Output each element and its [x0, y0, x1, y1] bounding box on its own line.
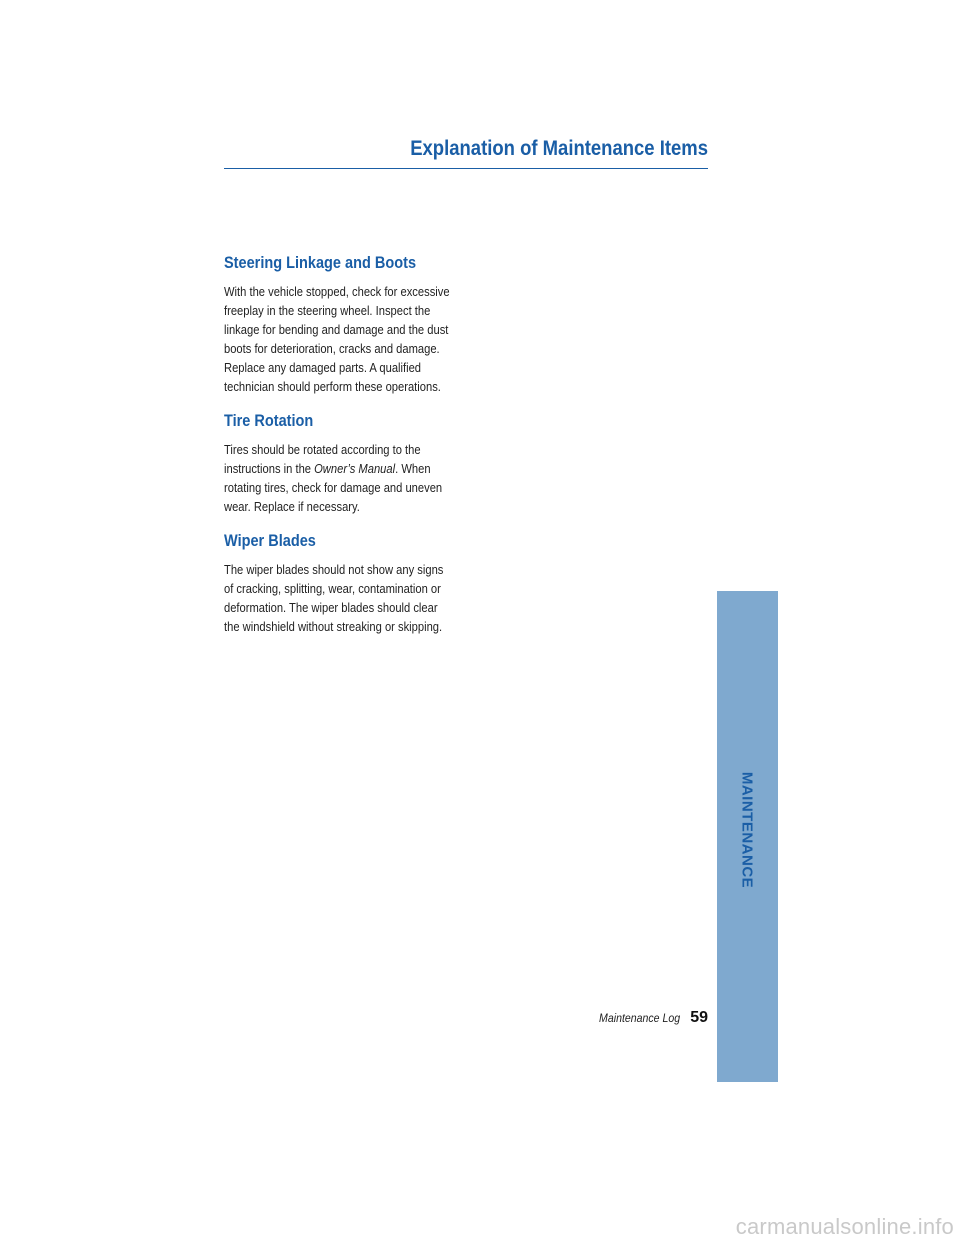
section-tire-rotation [224, 410, 474, 516]
page-title: Explanation of Maintenance Items [410, 137, 708, 160]
manual-reference: Owner’s Manual [314, 461, 396, 476]
section-heading: Steering Linkage and Boots [224, 254, 417, 272]
chapter-label: MAINTENANCE [738, 771, 756, 889]
section-body [224, 440, 452, 516]
watermark: carmanualsonline.info [735, 1214, 954, 1239]
chapter-side-tab [717, 591, 778, 1082]
body-text: . When rotating tires, check for damage and uneven wear. Replace if necessary. [224, 461, 443, 514]
section-heading: Tire Rotation [224, 412, 314, 430]
page-number: 59 [690, 1009, 708, 1026]
footer-label: Maintenance Log [599, 1011, 681, 1025]
page-footer [588, 1009, 708, 1027]
section-body: With the vehicle stopped, check for excessive freeplay in the steering wheel. Inspect the linkage for bending and damage and the dust boots for deterioration, cracks and damage. Replace any damaged parts. A qualified technician should perform these operations. [224, 284, 450, 394]
section-wiper-blades [224, 530, 474, 636]
body-text: Tires should be rotated according to the instructions in the [224, 442, 421, 476]
page-header [224, 134, 708, 169]
section-heading: Wiper Blades [224, 532, 316, 550]
section-body: The wiper blades should not show any signs of cracking, splitting, wear, contamination or deformation. The wiper blades should clear the windshield without streaking or skipping. [224, 562, 444, 634]
main-content [224, 252, 474, 650]
section-steering-linkage [224, 252, 474, 396]
